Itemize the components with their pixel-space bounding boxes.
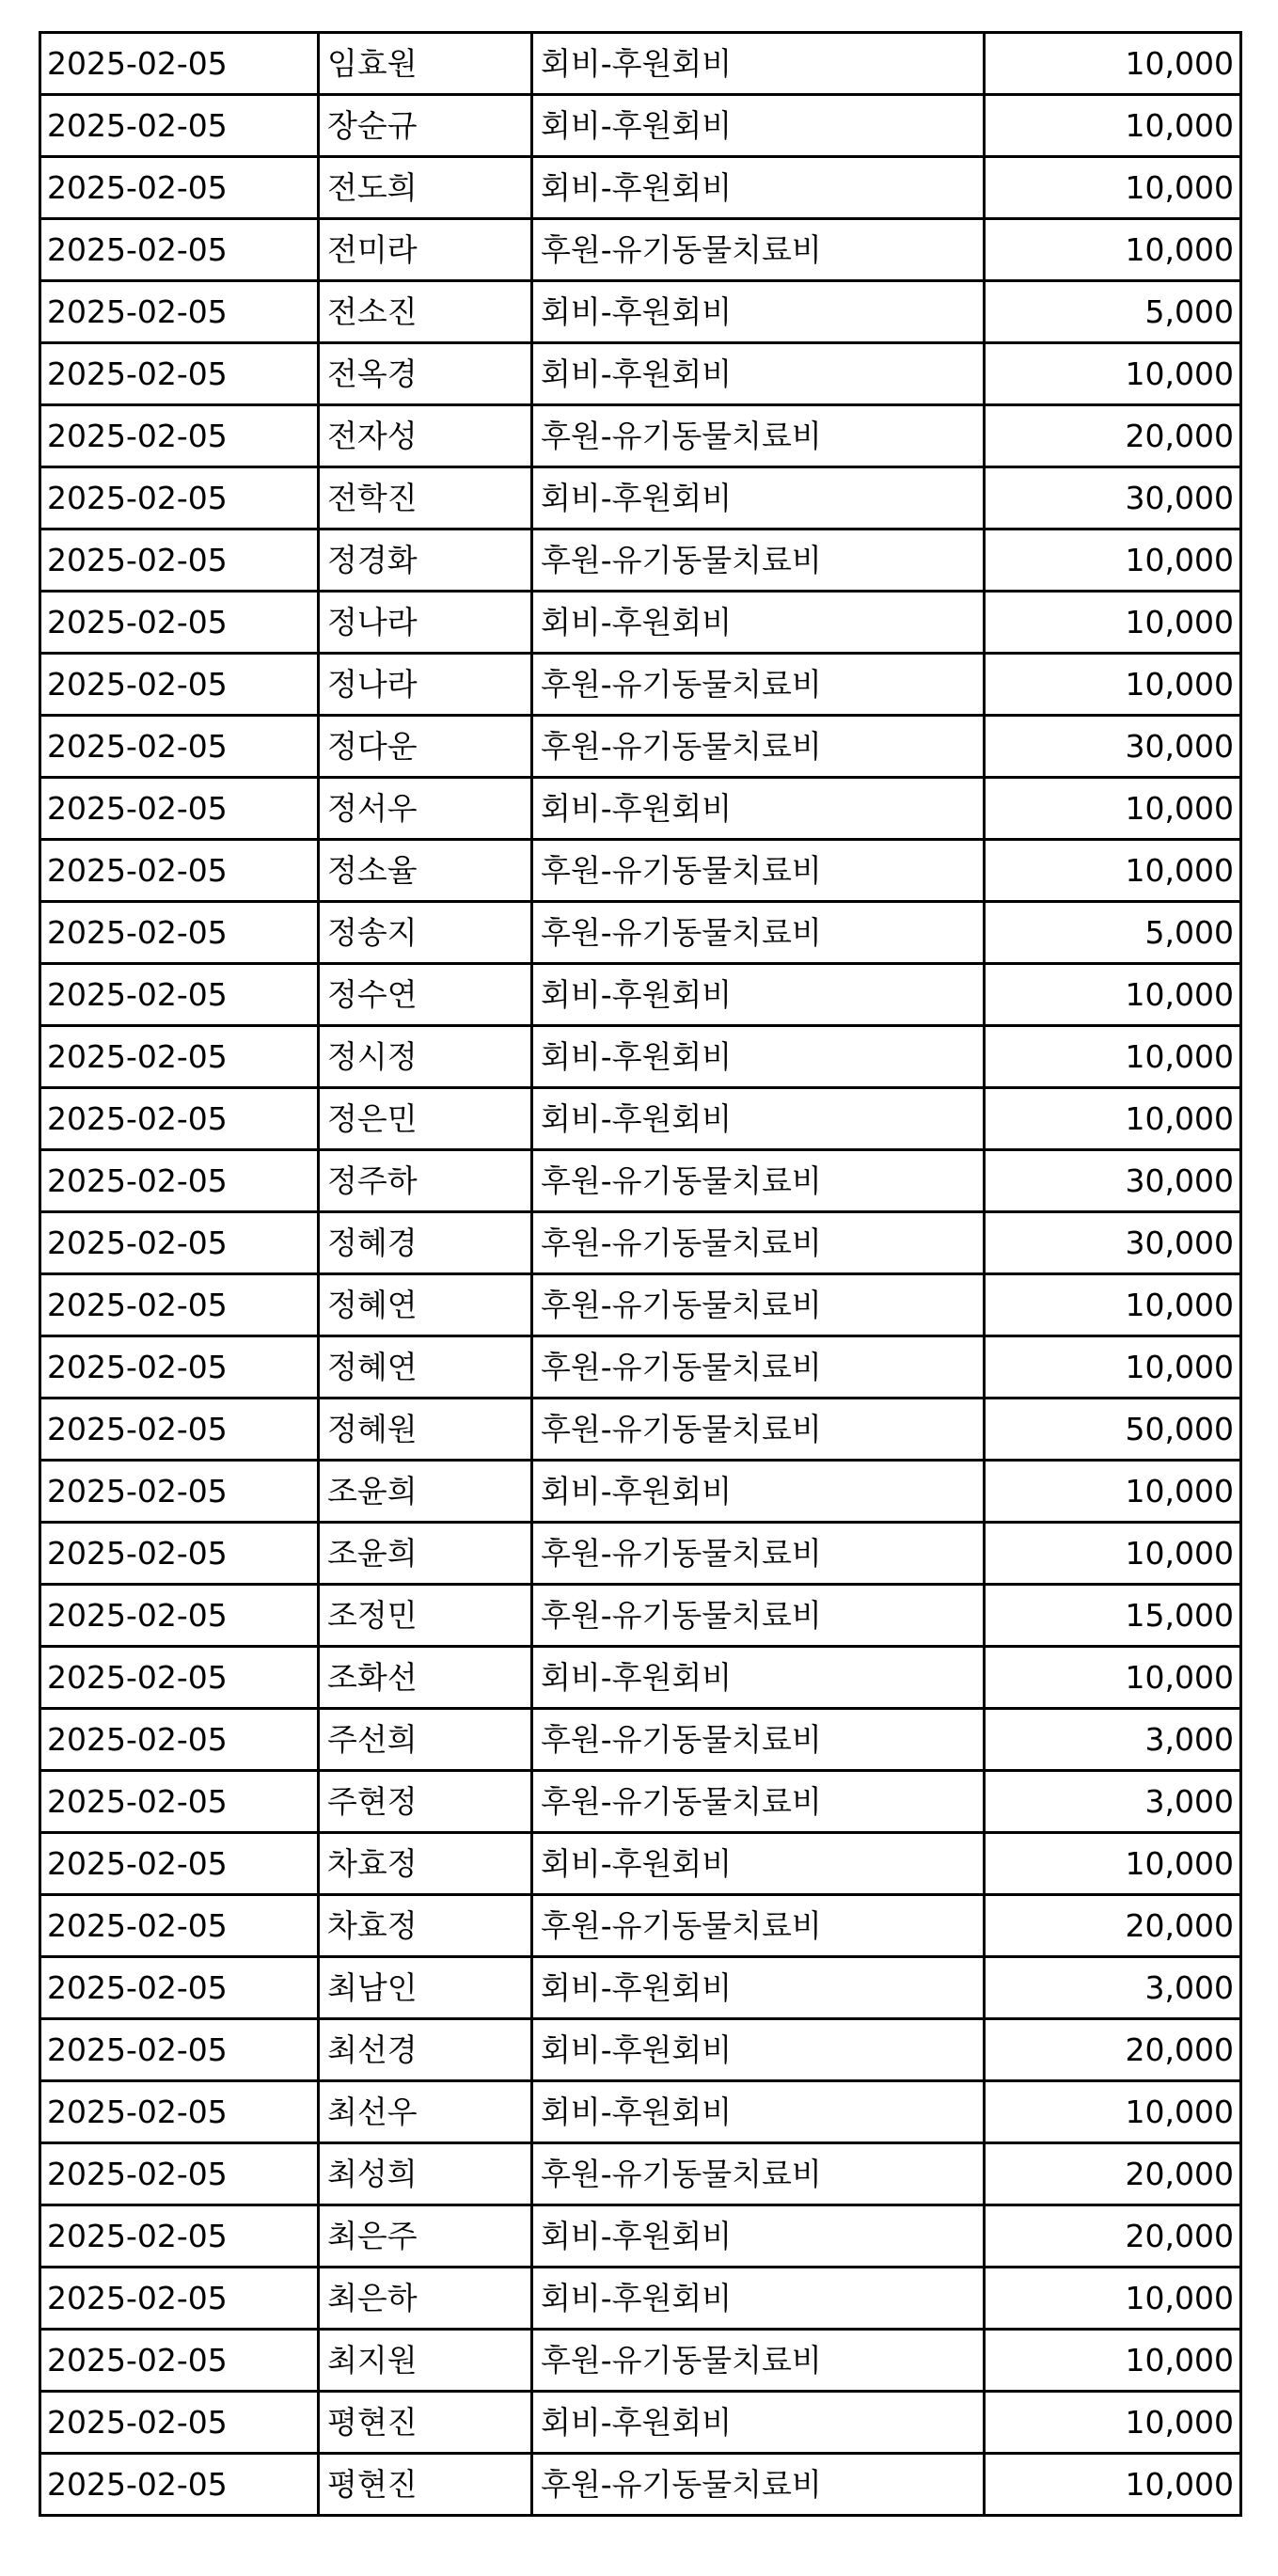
donor-name-cell: 최은주 (319, 2205, 532, 2268)
amount-cell: 10,000 (985, 219, 1241, 281)
category-cell: 후원-유기동물치료비 (532, 1274, 985, 1336)
table-row (40, 1088, 1241, 1150)
donor-name-cell: 장순규 (319, 95, 532, 157)
donor-name-cell: 정시정 (319, 1026, 532, 1088)
category-cell: 회비-후원회비 (532, 2205, 985, 2268)
donor-name-cell: 최은하 (319, 2268, 532, 2330)
table-row (40, 592, 1241, 654)
donor-name-cell: 최선우 (319, 2081, 532, 2143)
amount-cell: 10,000 (985, 1647, 1241, 1709)
amount-cell: 10,000 (985, 1274, 1241, 1336)
category-cell: 회비-후원회비 (532, 1647, 985, 1709)
donor-name-cell: 정수연 (319, 964, 532, 1026)
table-row (40, 405, 1241, 467)
table-row (40, 902, 1241, 964)
amount-cell: 10,000 (985, 157, 1241, 219)
category-cell: 회비-후원회비 (532, 33, 985, 95)
date-cell: 2025-02-05 (40, 405, 319, 467)
category-cell: 회비-후원회비 (532, 778, 985, 840)
amount-cell: 10,000 (985, 529, 1241, 592)
date-cell: 2025-02-05 (40, 1709, 319, 1771)
amount-cell: 20,000 (985, 2143, 1241, 2205)
table-row (40, 219, 1241, 281)
date-cell: 2025-02-05 (40, 964, 319, 1026)
amount-cell: 20,000 (985, 1895, 1241, 1957)
donor-name-cell: 주현정 (319, 1771, 532, 1833)
donor-name-cell: 조윤희 (319, 1523, 532, 1585)
amount-cell: 10,000 (985, 1336, 1241, 1399)
donor-name-cell: 평현진 (319, 2392, 532, 2454)
table-row (40, 2454, 1241, 2516)
donor-name-cell: 정주하 (319, 1150, 532, 1212)
date-cell: 2025-02-05 (40, 2454, 319, 2516)
amount-cell: 10,000 (985, 2081, 1241, 2143)
donor-name-cell: 전학진 (319, 467, 532, 529)
amount-cell: 30,000 (985, 716, 1241, 778)
date-cell: 2025-02-05 (40, 1771, 319, 1833)
date-cell: 2025-02-05 (40, 654, 319, 716)
amount-cell: 10,000 (985, 1088, 1241, 1150)
amount-cell: 10,000 (985, 840, 1241, 902)
amount-cell: 15,000 (985, 1585, 1241, 1647)
category-cell: 후원-유기동물치료비 (532, 2143, 985, 2205)
date-cell: 2025-02-05 (40, 219, 319, 281)
date-cell: 2025-02-05 (40, 2019, 319, 2081)
date-cell: 2025-02-05 (40, 2143, 319, 2205)
donor-name-cell: 정나라 (319, 654, 532, 716)
table-row (40, 1833, 1241, 1895)
amount-cell: 10,000 (985, 1026, 1241, 1088)
category-cell: 후원-유기동물치료비 (532, 1150, 985, 1212)
table-row (40, 778, 1241, 840)
donor-name-cell: 정혜경 (319, 1212, 532, 1274)
category-cell: 회비-후원회비 (532, 964, 985, 1026)
category-cell: 후원-유기동물치료비 (532, 529, 985, 592)
date-cell: 2025-02-05 (40, 1833, 319, 1895)
amount-cell: 10,000 (985, 654, 1241, 716)
table-row (40, 1523, 1241, 1585)
amount-cell: 10,000 (985, 592, 1241, 654)
date-cell: 2025-02-05 (40, 157, 319, 219)
table-row (40, 1150, 1241, 1212)
table-row (40, 1399, 1241, 1461)
donor-name-cell: 전자성 (319, 405, 532, 467)
date-cell: 2025-02-05 (40, 1399, 319, 1461)
category-cell: 회비-후원회비 (532, 467, 985, 529)
amount-cell: 10,000 (985, 2268, 1241, 2330)
table-row (40, 1895, 1241, 1957)
donor-name-cell: 조윤희 (319, 1461, 532, 1523)
donor-name-cell: 평현진 (319, 2454, 532, 2516)
donor-name-cell: 조정민 (319, 1585, 532, 1647)
donor-name-cell: 전소진 (319, 281, 532, 343)
amount-cell: 3,000 (985, 1771, 1241, 1833)
category-cell: 회비-후원회비 (532, 2392, 985, 2454)
category-cell: 회비-후원회비 (532, 157, 985, 219)
amount-cell: 20,000 (985, 2205, 1241, 2268)
table-row (40, 2330, 1241, 2392)
table-row (40, 1336, 1241, 1399)
table-row (40, 1026, 1241, 1088)
amount-cell: 10,000 (985, 1833, 1241, 1895)
donor-name-cell: 최선경 (319, 2019, 532, 2081)
donor-name-cell: 정은민 (319, 1088, 532, 1150)
table-row (40, 1771, 1241, 1833)
amount-cell: 10,000 (985, 2454, 1241, 2516)
category-cell: 후원-유기동물치료비 (532, 219, 985, 281)
table-row (40, 95, 1241, 157)
table-row (40, 1461, 1241, 1523)
donor-name-cell: 최성희 (319, 2143, 532, 2205)
table-row (40, 654, 1241, 716)
donor-name-cell: 정송지 (319, 902, 532, 964)
category-cell: 회비-후원회비 (532, 95, 985, 157)
donor-name-cell: 정경화 (319, 529, 532, 592)
category-cell: 후원-유기동물치료비 (532, 1771, 985, 1833)
category-cell: 후원-유기동물치료비 (532, 1709, 985, 1771)
category-cell: 회비-후원회비 (532, 281, 985, 343)
category-cell: 회비-후원회비 (532, 1461, 985, 1523)
donor-name-cell: 전도희 (319, 157, 532, 219)
donor-name-cell: 최지원 (319, 2330, 532, 2392)
donor-name-cell: 주선희 (319, 1709, 532, 1771)
date-cell: 2025-02-05 (40, 95, 319, 157)
table-row (40, 33, 1241, 95)
donor-name-cell: 정혜연 (319, 1274, 532, 1336)
date-cell: 2025-02-05 (40, 1212, 319, 1274)
table-row (40, 964, 1241, 1026)
date-cell: 2025-02-05 (40, 2392, 319, 2454)
table-row (40, 343, 1241, 405)
table-row (40, 1585, 1241, 1647)
amount-cell: 20,000 (985, 405, 1241, 467)
amount-cell: 5,000 (985, 281, 1241, 343)
amount-cell: 10,000 (985, 95, 1241, 157)
amount-cell: 10,000 (985, 1461, 1241, 1523)
category-cell: 후원-유기동물치료비 (532, 1895, 985, 1957)
table-row (40, 1274, 1241, 1336)
amount-cell: 30,000 (985, 1150, 1241, 1212)
amount-cell: 5,000 (985, 902, 1241, 964)
amount-cell: 10,000 (985, 343, 1241, 405)
table-row (40, 1212, 1241, 1274)
donor-name-cell: 차효정 (319, 1895, 532, 1957)
date-cell: 2025-02-05 (40, 1150, 319, 1212)
date-cell: 2025-02-05 (40, 529, 319, 592)
amount-cell: 30,000 (985, 467, 1241, 529)
category-cell: 후원-유기동물치료비 (532, 1585, 985, 1647)
table-row (40, 840, 1241, 902)
date-cell: 2025-02-05 (40, 1957, 319, 2019)
category-cell: 후원-유기동물치료비 (532, 405, 985, 467)
category-cell: 후원-유기동물치료비 (532, 654, 985, 716)
category-cell: 후원-유기동물치료비 (532, 1399, 985, 1461)
amount-cell: 30,000 (985, 1212, 1241, 1274)
category-cell: 회비-후원회비 (532, 2081, 985, 2143)
date-cell: 2025-02-05 (40, 1026, 319, 1088)
donor-name-cell: 정다운 (319, 716, 532, 778)
category-cell: 후원-유기동물치료비 (532, 2330, 985, 2392)
date-cell: 2025-02-05 (40, 778, 319, 840)
donor-name-cell: 임효원 (319, 33, 532, 95)
donor-name-cell: 정서우 (319, 778, 532, 840)
category-cell: 후원-유기동물치료비 (532, 840, 985, 902)
date-cell: 2025-02-05 (40, 1647, 319, 1709)
donor-name-cell: 정혜연 (319, 1336, 532, 1399)
date-cell: 2025-02-05 (40, 902, 319, 964)
donor-name-cell: 최남인 (319, 1957, 532, 2019)
date-cell: 2025-02-05 (40, 2205, 319, 2268)
table-row (40, 1709, 1241, 1771)
table-row (40, 2392, 1241, 2454)
category-cell: 후원-유기동물치료비 (532, 2454, 985, 2516)
date-cell: 2025-02-05 (40, 1461, 319, 1523)
date-cell: 2025-02-05 (40, 281, 319, 343)
table-row (40, 281, 1241, 343)
table-row (40, 1957, 1241, 2019)
date-cell: 2025-02-05 (40, 2268, 319, 2330)
date-cell: 2025-02-05 (40, 2081, 319, 2143)
date-cell: 2025-02-05 (40, 467, 319, 529)
category-cell: 후원-유기동물치료비 (532, 902, 985, 964)
category-cell: 회비-후원회비 (532, 1833, 985, 1895)
table-row (40, 2019, 1241, 2081)
table-row (40, 467, 1241, 529)
donor-name-cell: 전옥경 (319, 343, 532, 405)
category-cell: 회비-후원회비 (532, 1088, 985, 1150)
ledger-body (40, 33, 1241, 2516)
category-cell: 회비-후원회비 (532, 1957, 985, 2019)
amount-cell: 10,000 (985, 2392, 1241, 2454)
donor-name-cell: 정나라 (319, 592, 532, 654)
category-cell: 후원-유기동물치료비 (532, 1336, 985, 1399)
date-cell: 2025-02-05 (40, 343, 319, 405)
table-row (40, 1647, 1241, 1709)
donor-name-cell: 차효정 (319, 1833, 532, 1895)
donor-name-cell: 전미라 (319, 219, 532, 281)
donor-name-cell: 정소율 (319, 840, 532, 902)
date-cell: 2025-02-05 (40, 1895, 319, 1957)
amount-cell: 50,000 (985, 1399, 1241, 1461)
amount-cell: 10,000 (985, 2330, 1241, 2392)
date-cell: 2025-02-05 (40, 1523, 319, 1585)
amount-cell: 20,000 (985, 2019, 1241, 2081)
date-cell: 2025-02-05 (40, 592, 319, 654)
donor-name-cell: 정혜원 (319, 1399, 532, 1461)
date-cell: 2025-02-05 (40, 716, 319, 778)
category-cell: 회비-후원회비 (532, 343, 985, 405)
table-row (40, 2268, 1241, 2330)
date-cell: 2025-02-05 (40, 1088, 319, 1150)
date-cell: 2025-02-05 (40, 840, 319, 902)
date-cell: 2025-02-05 (40, 33, 319, 95)
amount-cell: 10,000 (985, 33, 1241, 95)
category-cell: 회비-후원회비 (532, 592, 985, 654)
category-cell: 회비-후원회비 (532, 1026, 985, 1088)
table-row (40, 2143, 1241, 2205)
table-row (40, 2205, 1241, 2268)
amount-cell: 10,000 (985, 778, 1241, 840)
table-row (40, 2081, 1241, 2143)
category-cell: 후원-유기동물치료비 (532, 1523, 985, 1585)
date-cell: 2025-02-05 (40, 1274, 319, 1336)
donor-name-cell: 조화선 (319, 1647, 532, 1709)
amount-cell: 3,000 (985, 1709, 1241, 1771)
category-cell: 후원-유기동물치료비 (532, 716, 985, 778)
table-row (40, 529, 1241, 592)
date-cell: 2025-02-05 (40, 1336, 319, 1399)
category-cell: 회비-후원회비 (532, 2268, 985, 2330)
date-cell: 2025-02-05 (40, 1585, 319, 1647)
category-cell: 회비-후원회비 (532, 2019, 985, 2081)
table-row (40, 716, 1241, 778)
date-cell: 2025-02-05 (40, 2330, 319, 2392)
amount-cell: 3,000 (985, 1957, 1241, 2019)
amount-cell: 10,000 (985, 964, 1241, 1026)
category-cell: 후원-유기동물치료비 (532, 1212, 985, 1274)
table-row (40, 157, 1241, 219)
donation-ledger-table (39, 31, 1242, 2517)
amount-cell: 10,000 (985, 1523, 1241, 1585)
